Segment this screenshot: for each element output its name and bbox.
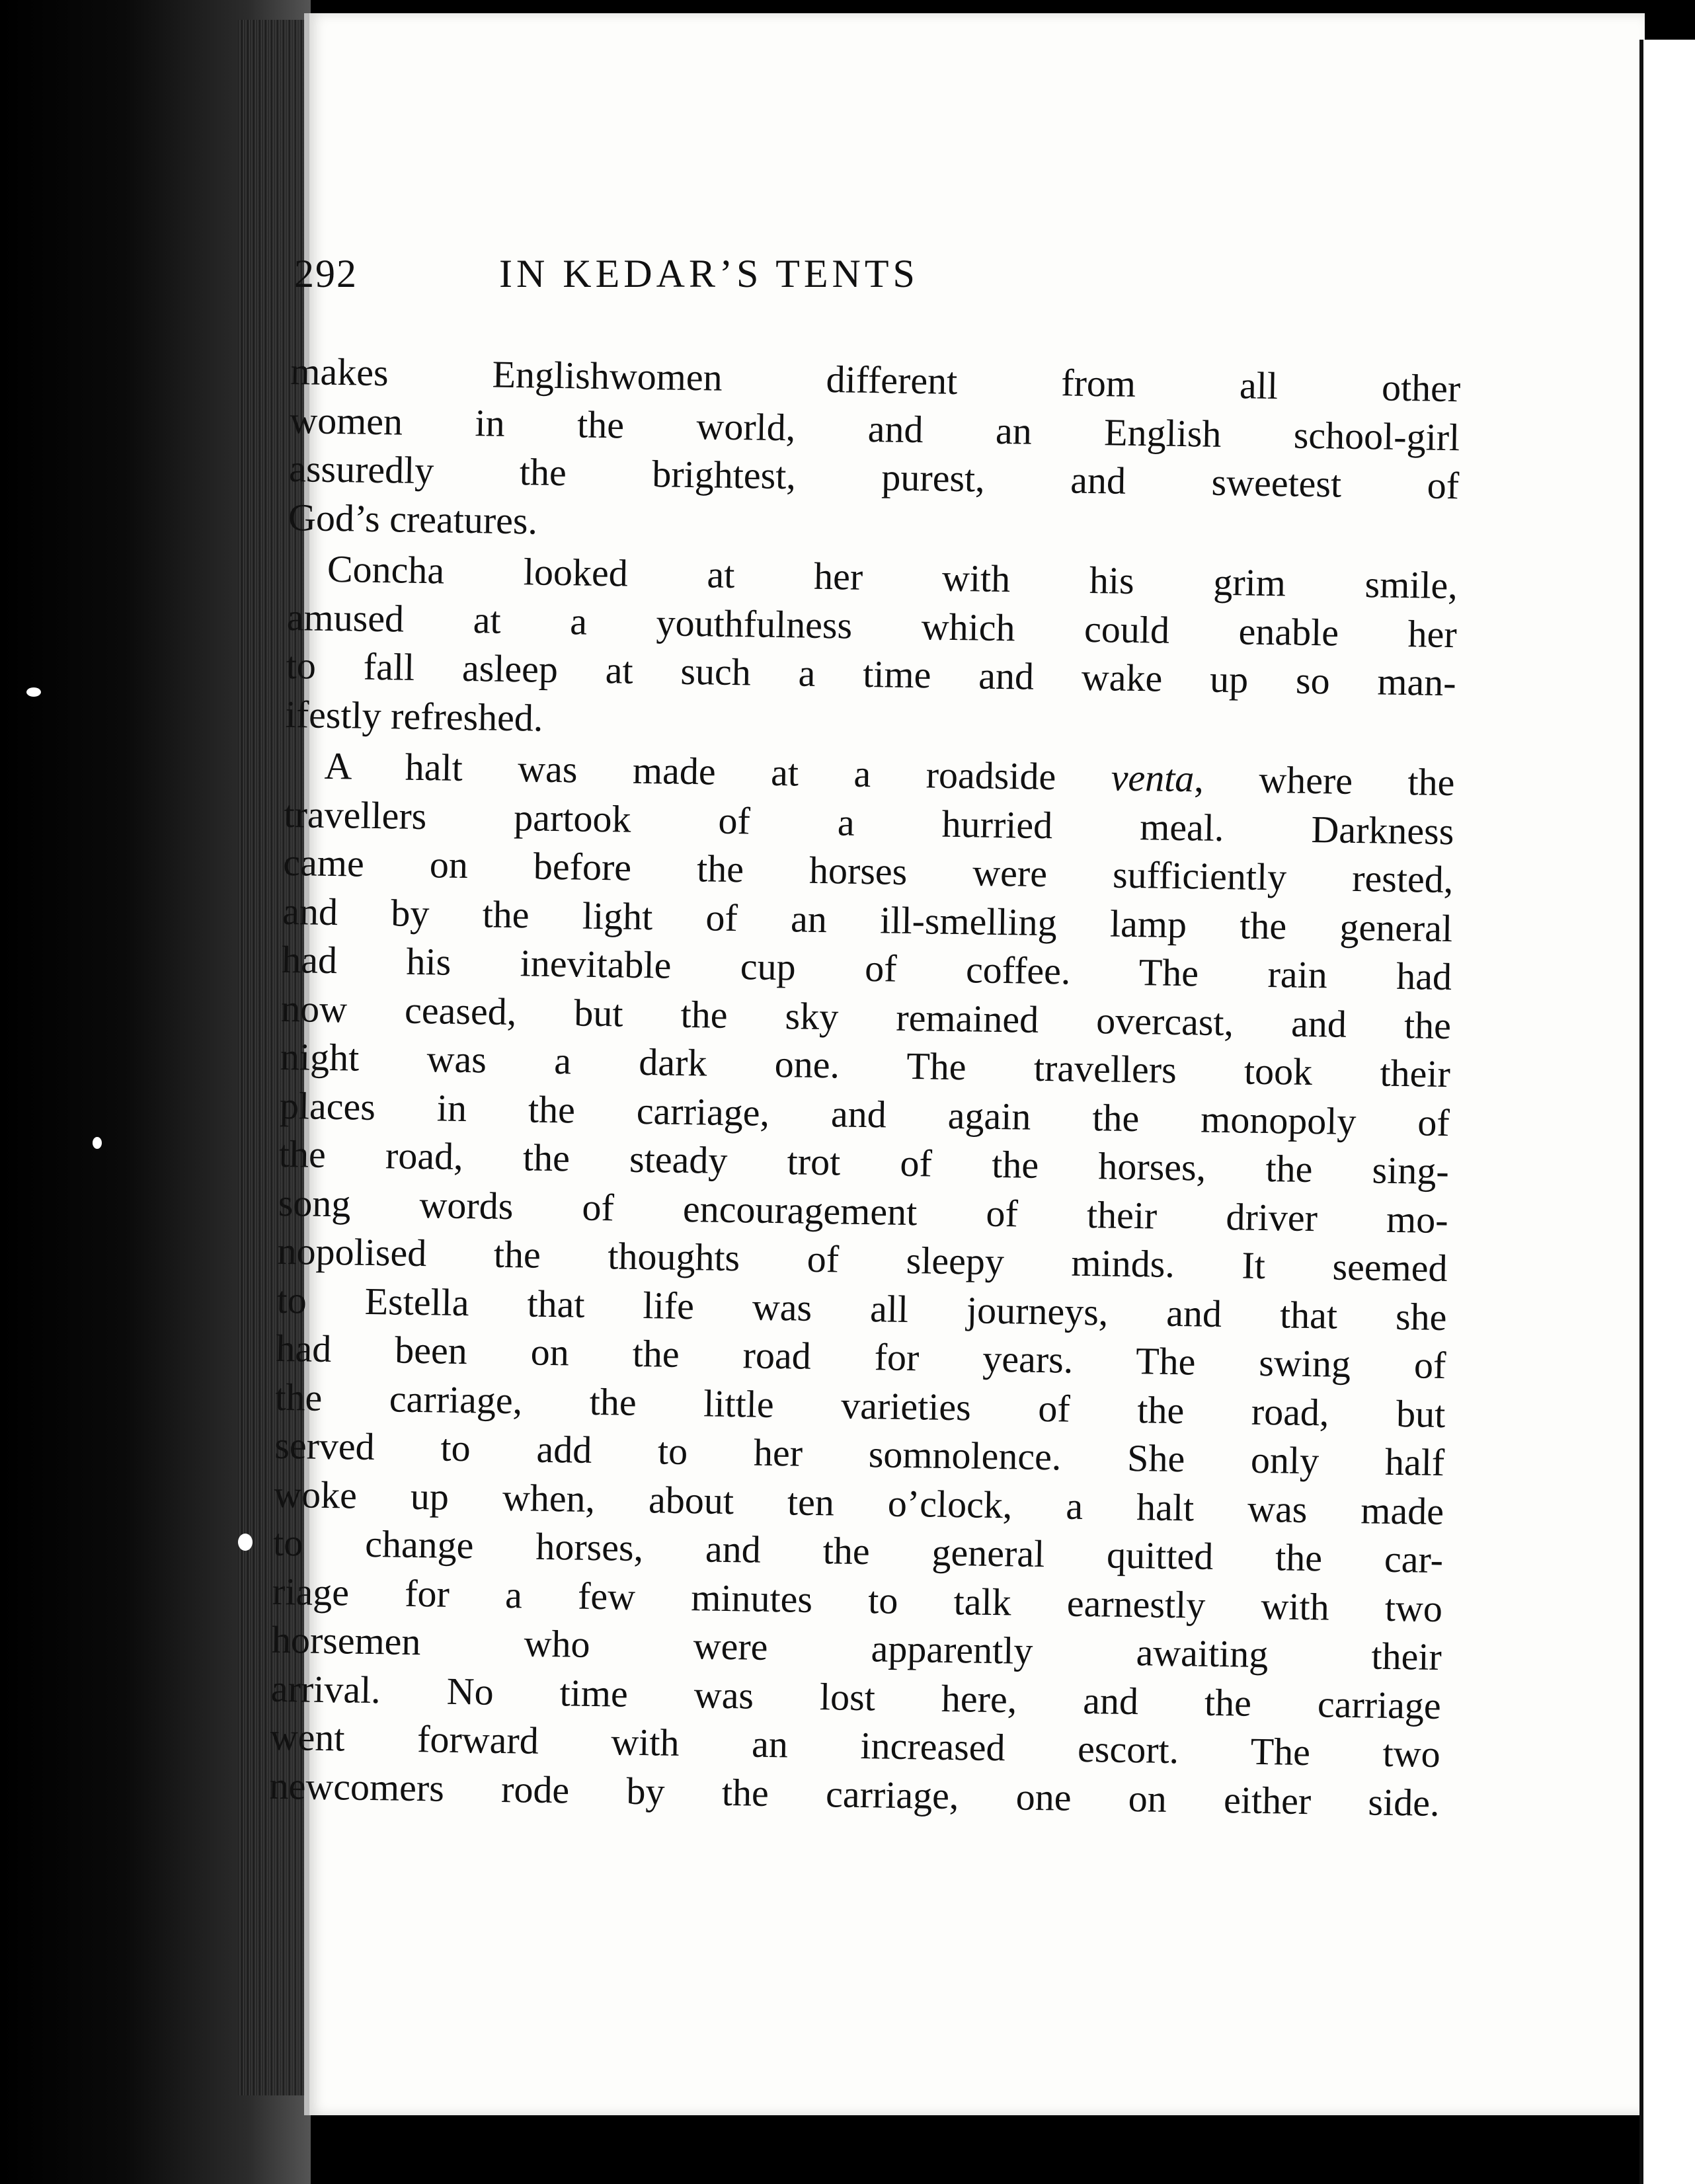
- text-line: riage for a few minutes to talk earnestly with two: [272, 1569, 1443, 1630]
- body-text: [269, 347, 1461, 1830]
- text-run: A halt was made at a roadside: [324, 744, 1112, 799]
- text-line: amused at a youthfulness which could enable her: [286, 595, 1458, 656]
- scan-speck: [93, 1137, 102, 1149]
- text-line: had been on the road for years. The swing of: [276, 1326, 1446, 1387]
- scan-speck: [26, 687, 41, 697]
- scan-speck: [238, 1534, 253, 1551]
- page-number: 292: [294, 252, 358, 295]
- text-line: to Estella that life was all journeys, and that she: [276, 1278, 1447, 1339]
- text-line: to change horses, and the general quitted the car-: [272, 1520, 1444, 1582]
- text-line: served to add to her somnolence. She only half: [274, 1423, 1445, 1485]
- text-line: God’s creatures.: [288, 495, 538, 543]
- text-line: went forward with an increased escort. The two: [270, 1715, 1441, 1776]
- italic-word: venta: [1111, 756, 1195, 800]
- text-line: had his inevitable cup of coffee. The rain had: [281, 937, 1452, 999]
- text-line: and by the light of an ill-smelling lamp the general: [282, 889, 1453, 950]
- paragraph: [288, 347, 1461, 559]
- paragraph-continued: [285, 592, 1457, 756]
- text-line: newcomers rode by the carriage, one on either side.: [269, 1764, 1440, 1824]
- text-line: woke up when, about ten o’clock, a halt was made: [273, 1472, 1444, 1533]
- text-line: night was a dark one. The travellers took their: [280, 1034, 1451, 1096]
- paragraph-continued: [269, 789, 1454, 1827]
- text-line: arrival. No time was lost here, and the carriage: [270, 1666, 1442, 1727]
- text-line: places in the carriage, and again the monopoly of: [279, 1083, 1450, 1144]
- text-line: to fall asleep at such a time and wake up so man-: [286, 643, 1457, 705]
- text-line: song words of encouragement of their driver mo-: [278, 1181, 1449, 1241]
- text-line: came on before the horses were sufficiently rested,: [282, 840, 1454, 902]
- text-run: , where the: [1193, 757, 1455, 804]
- text-line: horsemen who were apparently awaiting their: [271, 1618, 1442, 1679]
- book-title: IN KEDAR’S TENTS: [499, 252, 919, 295]
- text-line: travellers partook of a hurried meal. Darkness: [284, 792, 1454, 853]
- text-line: the road, the steady trot of the horses, the sing-: [278, 1132, 1450, 1193]
- text-line: women in the world, and an English school-girl: [289, 398, 1460, 459]
- text-line: nopolised the thoughts of sleepy minds. It seemed: [277, 1229, 1448, 1290]
- text-line: the carriage, the little varieties of the road, but: [274, 1375, 1446, 1436]
- text-line: ifestly refreshed.: [285, 692, 543, 740]
- text-line: now ceased, but the sky remained overcast, and the: [280, 986, 1452, 1047]
- text-line: assuredly the brightest, purest, and sweetest of: [288, 446, 1460, 508]
- text-line: Concha looked at her with his grim smile,: [327, 547, 1458, 607]
- text-line: makes Englishwomen different from all other: [290, 349, 1461, 410]
- facing-page-edge: [1639, 40, 1695, 2184]
